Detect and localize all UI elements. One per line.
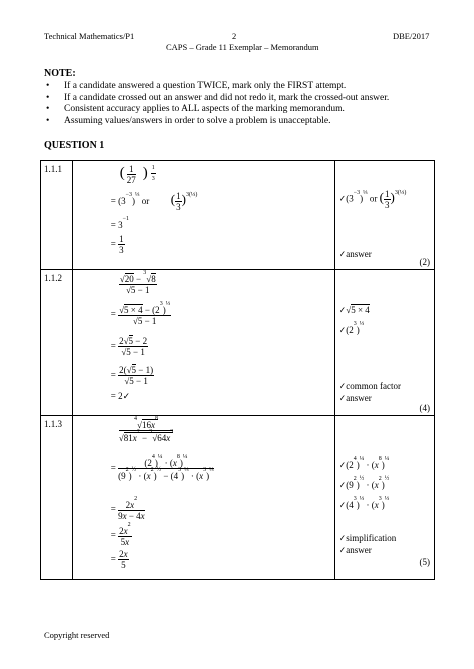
mark-total: (2) — [419, 257, 430, 267]
note-item: • If a candidate answered a question TWICE, mark only the FIRST attempt. — [46, 81, 347, 91]
mark-label: ✓common factor — [338, 381, 402, 391]
marks-column: ✓√5 × 4 $✓(2^3)^{\frac{1}{3}}$ ✓common factor ✓answer (4) — [338, 305, 430, 413]
table-row — [41, 416, 435, 580]
mark-total: (5) — [419, 557, 430, 567]
working-column: $\frac{√20 - ^3√8}{√5 - 1}$ = $\frac{√5 \times 4 - (2^3)^{\frac{1}{3}}}{√5 - 1}$ = $\frac{2√5 - 2}{√5 - 1}$ = $\frac{2(√5 - 1)}{√5 - 1}$ = 2✓ — [110, 270, 171, 401]
header-subtitle: CAPS – Grade 11 Exemplar – Memorandum — [166, 42, 319, 52]
note-title: NOTE: — [44, 68, 76, 79]
note-item: • If a candidate crossed out an answer and did not redo it, mark the crossed-out answer. — [46, 92, 390, 103]
table-row — [41, 270, 435, 416]
question-number: 1.1.1 — [44, 164, 62, 174]
header-subject: Technical Mathematics/P1 — [44, 31, 135, 41]
mark-label: ✓simplification — [338, 533, 397, 543]
header-source: DBE/2017 — [393, 31, 430, 41]
marks-column: $✓(2^4)^{\frac{1}{4}} \cdot (x^8)^{\frac{1}{4}}$ $✓(9^2)^{\frac{1}{2}} \cdot (x^2)^{\frac{1}{2}}$ $✓(4^3)^{\frac{1}{3}} \cdot (x^3)^{\frac{1}{3}}$ ✓simplification ✓answer (5) — [338, 456, 430, 567]
question-title: QUESTION 1 — [44, 140, 105, 151]
footer-copyright: Copyright reserved — [44, 630, 110, 640]
memo-table — [40, 160, 435, 580]
mark-total: (4) — [419, 403, 430, 413]
working-column: $\frac{^4√16x^8}{√81x^2 - ^3√64x^3}$ = $\frac{(2^4)^{\frac{1}{4}} \cdot (x^8)^{\frac{1}{4}}}{(9^2)^{\frac{1}{2}} \cdot (x^2)^{\frac{1}{2}} - (4^3)^{\frac{1}{3}} \cdot (x^3)^{\frac{1}{3}}}$ = $\frac{2x^2}{9x - 4x}$ = $\frac{2x^2}{5x}$ = $\frac{2x}{5}$ — [110, 416, 214, 570]
table-row — [41, 161, 435, 270]
note-item: • Assuming values/answers in order to solve a problem is unacceptable. — [46, 115, 331, 126]
mark-label: ✓answer — [338, 545, 372, 555]
mark-label: ✓answer — [338, 249, 372, 259]
marks-column: $✓(3^{-3})^{\frac{1}{3}}$ or ( $\frac{1}{3}$ )$^{3(\frac{1}{3})}$ ✓answer (2) — [338, 189, 430, 267]
mark-label: ✓answer — [338, 393, 372, 403]
working-column: ( $\frac{1}{27}$ ) $\frac{1}{3}$ = $(3^{-3})^{\frac{1}{3}}$ or ( $\frac{1}{3}$ )$^{3(\frac{1}{3})}$ = $3^{-1}$ = $\frac{1}{3}$ — [110, 164, 198, 255]
question-number: 1.1.2 — [44, 273, 62, 283]
header-page-number: 2 — [232, 31, 237, 41]
question-number: 1.1.3 — [44, 419, 62, 429]
note-item: • Consistent accuracy applies to ALL aspects of the marking memorandum. — [46, 104, 345, 115]
note-list — [44, 81, 389, 127]
